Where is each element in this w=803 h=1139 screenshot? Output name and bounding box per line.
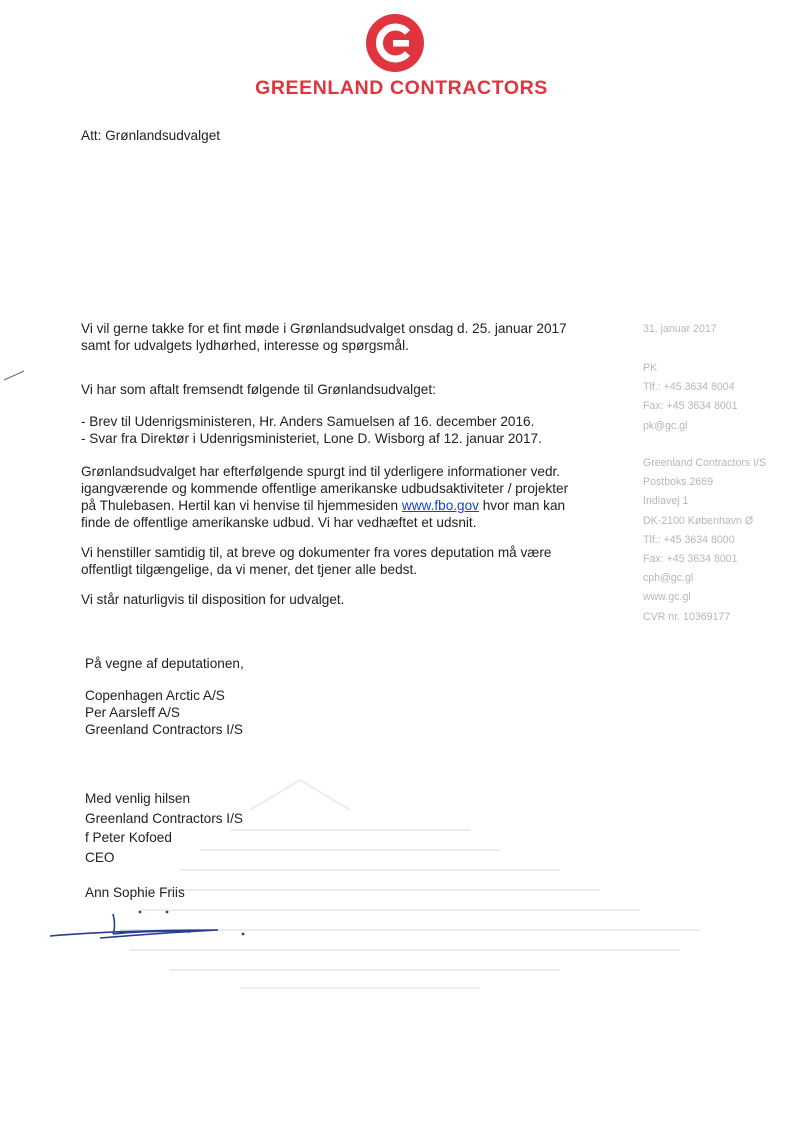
paragraph-request: Vi henstiller samtidig til, at breve og dokumenter fra vores deputation må være offentligt tilgængelige, da vi mener, det tjener alle bedst. bbox=[81, 545, 552, 577]
paragraph-availability: Vi står naturligvis til disposition for udvalget. bbox=[81, 592, 345, 607]
paragraph-sent: Vi har som aftalt fremsendt følgende til Grønlandsudvalget: bbox=[81, 382, 436, 397]
company-logo-icon bbox=[366, 14, 424, 72]
recipient-line: Att: Grønlandsudvalget bbox=[81, 128, 221, 143]
paragraph-information: Grønlandsudvalget har efterfølgende spurgt ind til yderligere informationer vedr. igangværende og kommende offentlige amerikanske udbudsaktiviteter / projekter på Thulebasen. Hertil kan vi henvise til hjemmesiden www.fbo.gov hvor man kan finde de offentlige amerikanske udbud. Vi har vedhæftet et udsnit. bbox=[81, 464, 569, 530]
handwritten-signature bbox=[40, 900, 260, 950]
fbo-link[interactable]: www.fbo.gov bbox=[401, 498, 479, 513]
company-line: Copenhagen Arctic A/S bbox=[85, 688, 225, 703]
margin-mark bbox=[0, 365, 30, 385]
company-address: Greenland Contractors I/S Postboks 2669 Indiavej 1 DK-2100 København Ø Tlf.: +45 3634 8000 Fax: +45 3634 8001 cph@gc.gl www.gc.gl CVR nr. 10369177 bbox=[643, 457, 767, 623]
letter-date: 31. januar 2017 bbox=[643, 323, 717, 335]
signatory-name: Ann Sophie Friis bbox=[85, 885, 185, 900]
paragraph-thanks: Vi vil gerne takke for et fint møde i Grønlandsudvalget onsdag d. 25. januar 2017 samt for udvalgets lydhørhed, interesse og spørgsmål. bbox=[81, 321, 567, 353]
closing-greeting: Med venlig hilsen Greenland Contractors I/S f Peter Kofoed CEO bbox=[85, 791, 243, 865]
list-item: - Svar fra Direktør i Udenrigsministeriet, Lone D. Wisborg af 12. januar 2017. bbox=[81, 431, 542, 446]
company-name: GREENLAND CONTRACTORS bbox=[255, 77, 548, 99]
list-item: - Brev til Udenrigsministeren, Hr. Anders Samuelsen af 16. december 2016. bbox=[81, 414, 535, 429]
company-line: Greenland Contractors I/S bbox=[85, 722, 243, 737]
direct-contact: PK Tlf.: +45 3634 8004 Fax: +45 3634 8001 pk@gc.gl bbox=[643, 362, 738, 432]
company-line: Per Aarsleff A/S bbox=[85, 705, 180, 720]
deputation-companies bbox=[85, 687, 243, 738]
attachments-list bbox=[81, 413, 542, 447]
on-behalf-line: På vegne af deputationen, bbox=[85, 656, 244, 671]
